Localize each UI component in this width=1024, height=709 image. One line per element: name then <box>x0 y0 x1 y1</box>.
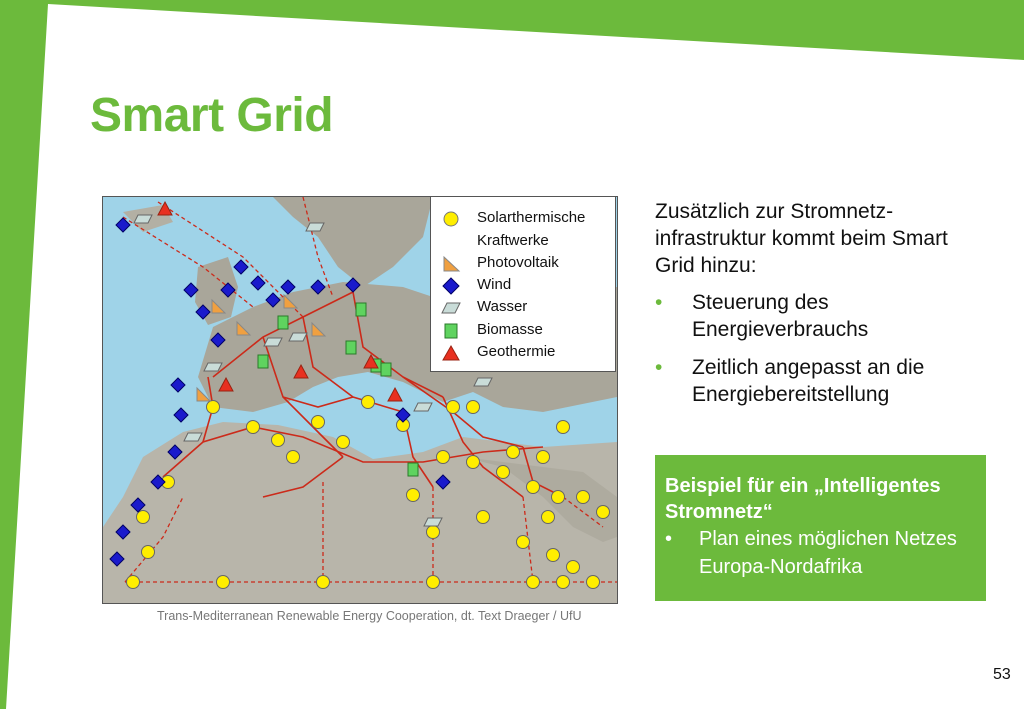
bullet-item: • Steuerung des Energieverbrauchs <box>655 291 869 341</box>
solar-plant-marker <box>477 511 490 524</box>
solar-plant-marker <box>587 576 600 589</box>
biomass-plant-marker <box>356 303 366 316</box>
solar-plant-marker <box>317 576 330 589</box>
solar-plant-marker <box>577 491 590 504</box>
grey-parallelogram-icon <box>441 299 461 317</box>
solar-plant-marker <box>567 561 580 574</box>
example-title: Beispiel für ein „Intelligentes Stromnetz“ <box>665 475 941 523</box>
solar-plant-marker <box>497 466 510 479</box>
solar-plant-marker <box>337 436 350 449</box>
map-caption: Trans-Mediterranean Renewable Energy Cooperation, dt. Text Draeger / UfU <box>157 609 582 623</box>
solar-plant-marker <box>207 401 220 414</box>
biomass-plant-marker <box>278 316 288 329</box>
solar-plant-marker <box>427 526 440 539</box>
orange-triangle-icon <box>441 255 461 273</box>
solar-plant-marker <box>557 576 570 589</box>
solar-plant-marker <box>547 549 560 562</box>
legend-label: Wind <box>477 276 512 293</box>
solar-plant-marker <box>437 451 450 464</box>
solar-plant-marker <box>447 401 460 414</box>
red-triangle-icon <box>441 344 461 362</box>
solar-plant-marker <box>467 456 480 469</box>
legend-label: Wasser <box>477 298 528 315</box>
map-legend <box>430 196 616 372</box>
solar-plant-marker <box>552 491 565 504</box>
page-title: Smart Grid <box>90 89 334 142</box>
biomass-plant-marker <box>381 363 391 376</box>
bullet-item: • Zeitlich angepasst an die Energiebereitstellung <box>655 356 925 406</box>
solar-plant-marker <box>557 421 570 434</box>
bullet-list <box>655 289 975 419</box>
solar-plant-marker <box>527 481 540 494</box>
solar-plant-marker <box>247 421 260 434</box>
solar-plant-marker <box>137 511 150 524</box>
solar-plant-marker <box>312 416 325 429</box>
legend-label: Solarthermische <box>477 209 586 226</box>
solar-plant-marker <box>517 536 530 549</box>
solar-plant-marker <box>142 546 155 559</box>
yellow-circle-icon <box>441 210 461 228</box>
bullet-icon: • <box>665 528 673 550</box>
solar-plant-marker <box>597 506 610 519</box>
solar-plant-marker <box>407 489 420 502</box>
solar-plant-marker <box>217 576 230 589</box>
biomass-plant-marker <box>408 463 418 476</box>
legend-label: Photovoltaik <box>477 254 559 271</box>
page-number: 53 <box>993 666 1011 683</box>
solar-plant-marker <box>127 576 140 589</box>
intro-text: Zusätzlich zur Stromnetz-infrastruktur kommt beim Smart Grid hinzu: <box>655 200 948 277</box>
green-square-icon <box>441 322 461 340</box>
solar-plant-marker <box>542 511 555 524</box>
biomass-plant-marker <box>258 355 268 368</box>
solar-plant-marker <box>362 396 375 409</box>
legend-label: Biomasse <box>477 321 543 338</box>
solar-plant-marker <box>507 446 520 459</box>
solar-plant-marker <box>427 576 440 589</box>
bullet-icon: • <box>655 291 663 314</box>
solar-plant-marker <box>287 451 300 464</box>
biomass-plant-marker <box>346 341 356 354</box>
solar-plant-marker <box>272 434 285 447</box>
solar-plant-marker <box>537 451 550 464</box>
solar-plant-marker <box>467 401 480 414</box>
example-item: • Plan eines möglichen Netzes Europa-Nordafrika <box>665 525 976 581</box>
legend-label: Geothermie <box>477 343 556 360</box>
blue-diamond-icon <box>441 277 461 295</box>
bullet-icon: • <box>655 356 663 379</box>
example-box <box>655 455 986 601</box>
legend-label: Kraftwerke <box>477 232 549 249</box>
solar-plant-marker <box>527 576 540 589</box>
example-list <box>665 525 976 581</box>
